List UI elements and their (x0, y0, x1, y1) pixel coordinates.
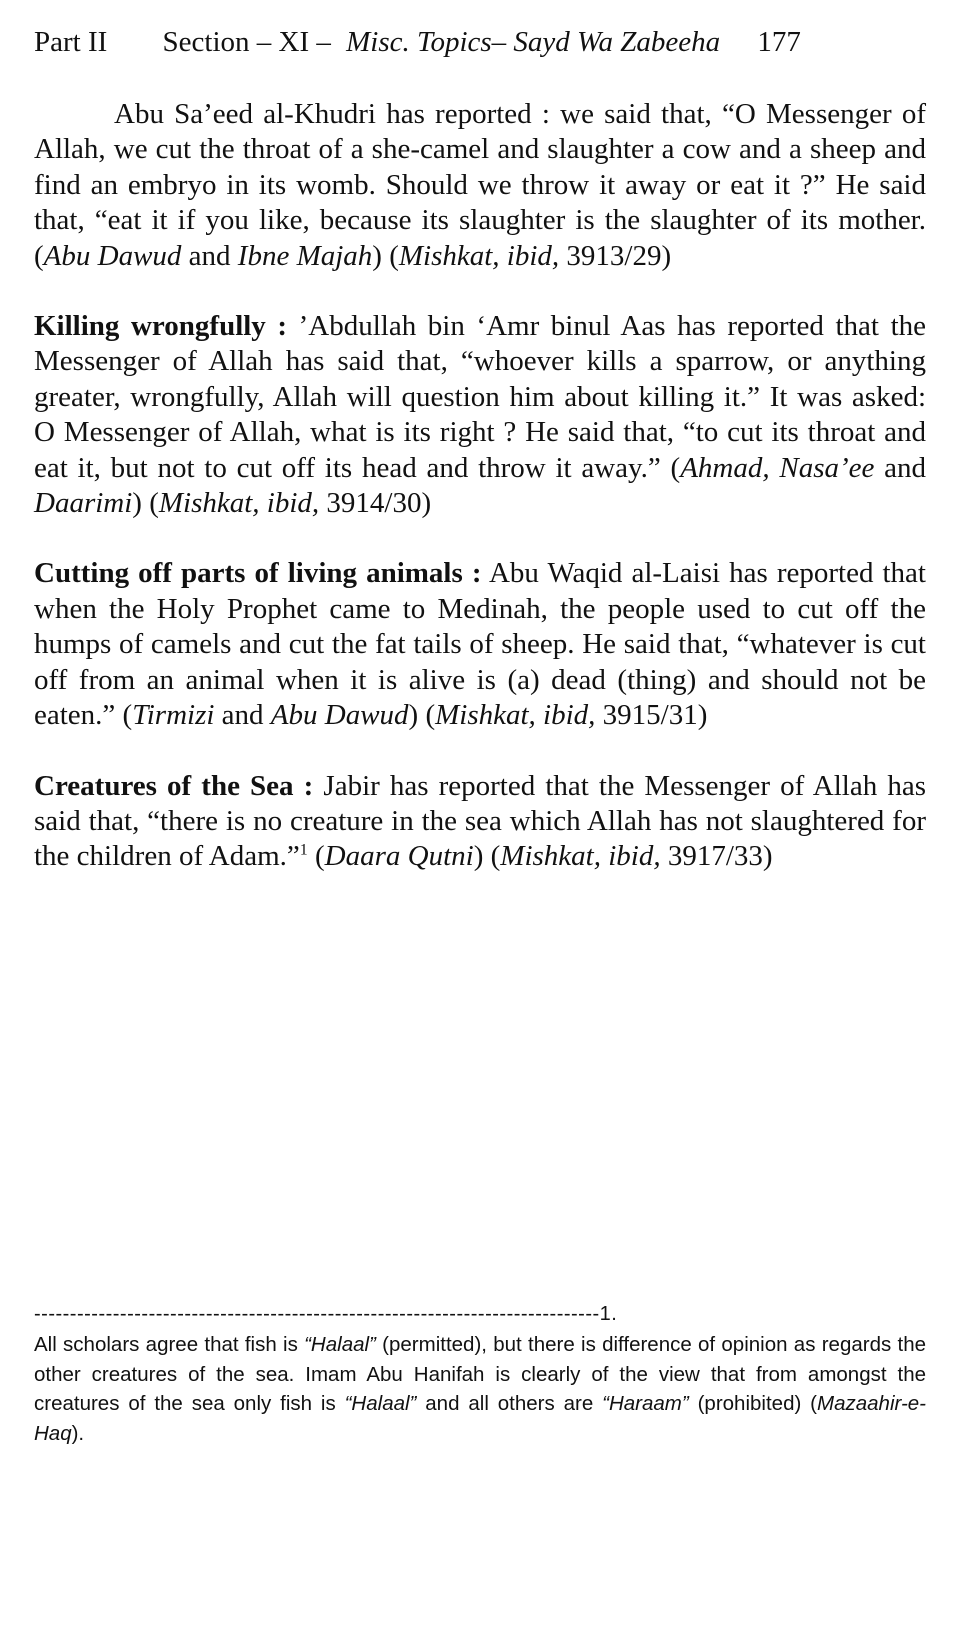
reference-citation: Mishkat, ibid, (158, 487, 320, 520)
conjunction: and (214, 699, 271, 732)
header-topic: Misc. Topics– Sayd Wa Zabeeha (346, 26, 721, 58)
source-citation: Abu Dawud (43, 239, 182, 272)
reference-number: 3914/30) (319, 487, 432, 520)
source-citation: Daara Qutni (324, 840, 474, 873)
reference-citation: Mishkat, ibid, (435, 699, 596, 732)
source-citation: Daarimi (34, 487, 133, 520)
header-part: Part II (34, 26, 108, 58)
section-heading: Killing wrongfully : (34, 310, 288, 343)
header-section: Section – XI – (162, 26, 331, 58)
footnote-rule-text: -------------------------------------------------------------------------------1. (34, 1303, 618, 1325)
paragraph-text: Jabir has reported that the Messenger of Allah has said that, “there is no creature in the sea which Allah has not slaughtered for the children of Adam.” (34, 769, 926, 873)
paragraph-text: Abu Sa’eed al-Khudri has reported : we said that, “O Messenger of Allah, we cut the throat of a she-camel and slaughter a cow and a sheep and find an embryo in its womb. Should we throw it away or eat it ?” He said that, “eat it if you like, because its slaughter is the slaughter of its mother. ( (34, 98, 926, 272)
punctuation: ) ( (408, 699, 436, 732)
section-heading: Cutting off parts of living animals : (34, 557, 482, 590)
footnote (34, 1330, 926, 1448)
punctuation: ) ( (473, 840, 501, 873)
reference-number: 3915/31) (595, 699, 708, 732)
body-text (34, 97, 926, 910)
section-heading: Creatures of the Sea : (34, 769, 314, 802)
paragraph-killing-wrongfully (34, 309, 926, 521)
source-citation: Tirmizi (132, 699, 215, 732)
footnote-term: “Halaal” (344, 1392, 417, 1415)
punctuation: ( (307, 840, 325, 873)
conjunction: and (181, 239, 238, 272)
source-citation: Ahmad, Nasa’ee (680, 451, 875, 484)
paragraph-cutting-parts (34, 556, 926, 733)
footnote-term: “Haraam” (602, 1392, 689, 1415)
footnote-text: ). (71, 1421, 85, 1445)
footnote-text: (permitted), but there is difference of opinion as regards the other creatures of the sea. Imam Abu Hanifah is clearly of the view that from amongst the creatures of the sea only fish is (34, 1333, 927, 1415)
footnote-text: (prohibited) ( (688, 1392, 818, 1415)
footnote-reference[interactable]: 1 (299, 841, 308, 859)
reference-citation: Mishkat, ibid, (500, 840, 661, 873)
footnote-text: and all others are (416, 1392, 603, 1415)
running-head (34, 22, 914, 62)
conjunction: and (874, 451, 926, 484)
source-citation: Abu Dawud (270, 699, 409, 732)
punctuation: ) ( (132, 487, 159, 520)
footnote-separator (34, 1302, 926, 1326)
page-number: 177 (757, 26, 801, 58)
paragraph-text: ’Abdullah bin ‘Amr binul Aas has reported that the Messenger of Allah has said that, “whoever kills a sparrow, or anything greater, wrongfully, Allah will question him about killing it.” It was asked: O Messenger of Allah, what is its right ? He said that, “to cut its throat and eat it, but not to cut off its head and throw it away.” ( (34, 310, 926, 484)
footnote-source: Mazaahir-e-Haq (34, 1392, 927, 1445)
reference-number: 3917/33) (660, 840, 773, 873)
paragraph-embryo (34, 97, 926, 274)
footnote-term: “Halaal” (304, 1333, 376, 1356)
reference-citation: Mishkat, ibid, (398, 239, 560, 272)
footnote-text: All scholars agree that fish is (34, 1333, 305, 1356)
paragraph-text: Abu Waqid al-Laisi has reported that when the Holy Prophet came to Medinah, the people used to cut off the humps of camels and cut the fat tails of sheep. He said that, “whatever is cut off from an animal when it is alive is (a) dead (thing) and should not be eaten.” ( (34, 557, 926, 732)
punctuation: ) ( (372, 239, 399, 272)
reference-number: 3913/29) (559, 239, 672, 272)
source-citation: Ibne Majah (237, 239, 373, 272)
paragraph-creatures-of-sea (34, 769, 926, 875)
